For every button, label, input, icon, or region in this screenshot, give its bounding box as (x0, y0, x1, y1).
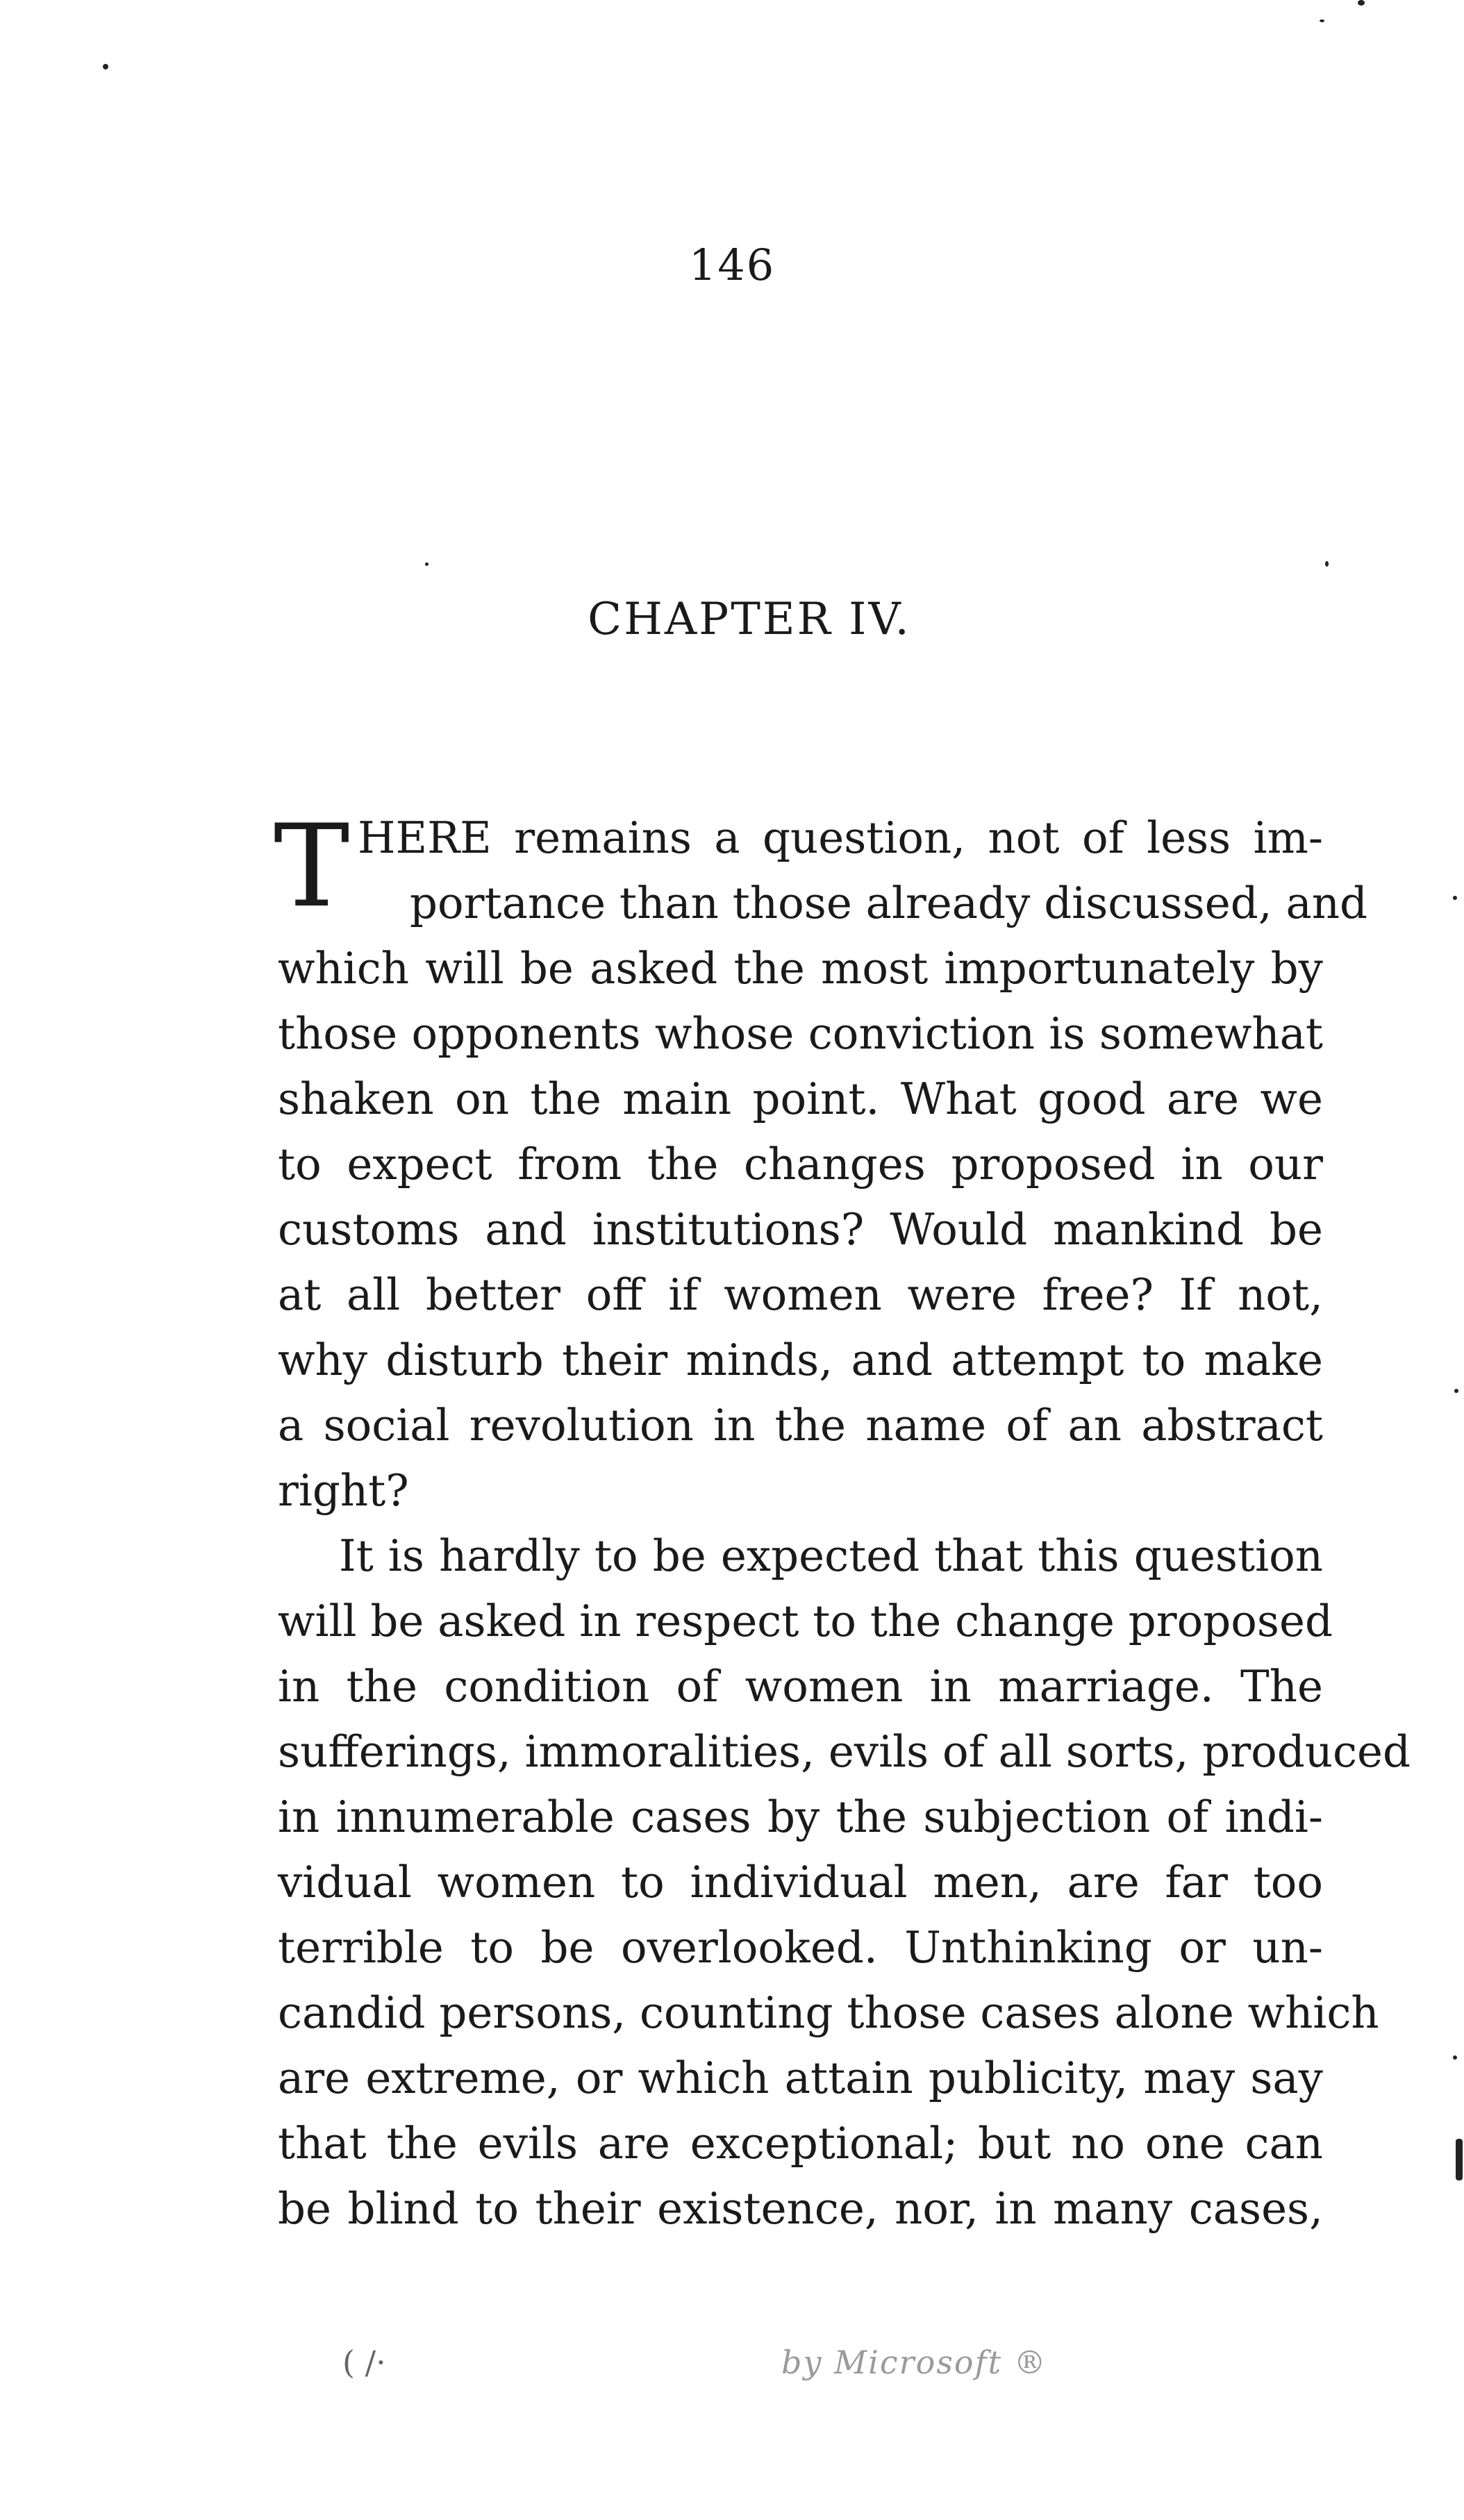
scan-speck (1456, 2139, 1463, 2180)
scan-speck (1453, 896, 1457, 900)
text-line: HERE remains a question, not of less im- (358, 812, 1323, 863)
scan-speck (1325, 561, 1329, 567)
text-line: which will be asked the most importunately by (278, 943, 1323, 994)
text-line: are extreme, or which attain publicity, may say (278, 2053, 1323, 2103)
footer-left-mark: ( /· (342, 2344, 386, 2381)
text-line: in innumerable cases by the subjection of indi- (278, 1792, 1323, 1842)
text-line: vidual women to individual men, are far too (278, 1857, 1323, 1908)
text-line: candid persons, counting those cases alone which (278, 1987, 1379, 2038)
scan-speck (1453, 2055, 1457, 2060)
text-line: in the condition of women in marriage. The (278, 1661, 1323, 1712)
text-line: a social revolution in the name of an abstract (278, 1400, 1323, 1451)
chapter-title: CHAPTER IV. (588, 594, 911, 645)
body-text (274, 800, 1411, 2242)
scan-speck (103, 64, 108, 69)
text-line: those opponents whose conviction is somewhat (278, 1008, 1323, 1059)
text-line: that the evils are exceptional; but no one can (278, 2118, 1323, 2169)
text-line: be blind to their existence, nor, in many cases, (278, 2183, 1323, 2234)
text-line: terrible to be overlooked. Unthinking or un- (278, 1922, 1323, 1973)
text-line: at all better off if women were free? If not, (278, 1269, 1323, 1320)
text-line: customs and institutions? Would mankind be (278, 1204, 1323, 1255)
text-line: shaken on the main point. What good are we (278, 1074, 1323, 1124)
page-number: 146 (688, 240, 776, 290)
text-line: It is hardly to be expected that this question (339, 1530, 1323, 1581)
paragraph-1 (274, 800, 1367, 1524)
text-line: to expect from the changes proposed in our (278, 1139, 1323, 1190)
scan-speck (425, 562, 429, 566)
scan-speck (1454, 1389, 1458, 1393)
footer-watermark: by Microsoft ® (781, 2344, 1047, 2381)
drop-cap: T (274, 800, 350, 933)
scan-speck (1358, 0, 1365, 6)
paragraph-2 (278, 1524, 1411, 2242)
scan-speck (1320, 19, 1324, 22)
text-line: right? (278, 1465, 409, 1516)
text-line: sufferings, immoralities, evils of all sorts, produced (278, 1726, 1411, 1777)
text-line: portance than those already discussed, and (410, 878, 1367, 928)
text-line: will be asked in respect to the change proposed (278, 1596, 1333, 1646)
text-line: why disturb their minds, and attempt to make (278, 1335, 1323, 1385)
